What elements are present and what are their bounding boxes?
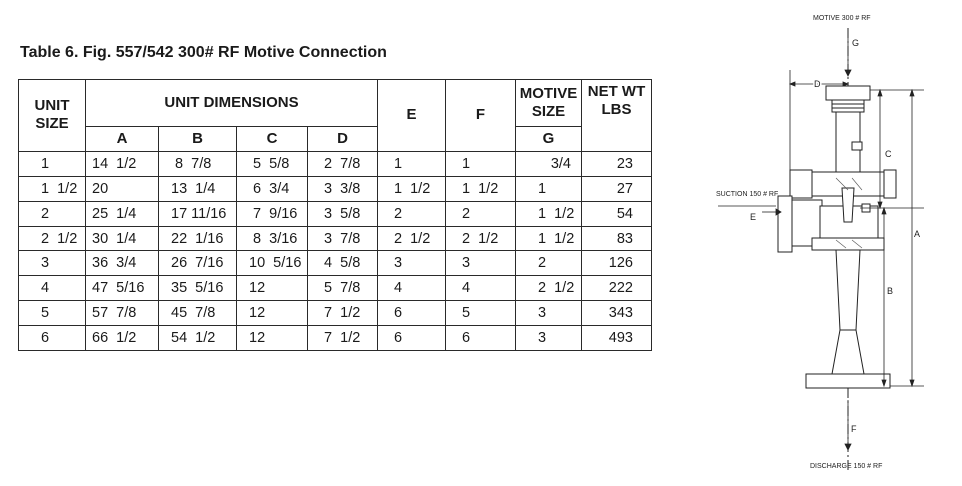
header-e: E: [378, 80, 446, 152]
cell-g: 3: [516, 301, 582, 326]
cell-d: 7 1/2: [308, 301, 378, 326]
cell-d: 2 7/8: [308, 151, 378, 176]
cell-f: 5: [446, 301, 516, 326]
table-row: [19, 251, 652, 276]
cell-f: 1: [446, 151, 516, 176]
cell-f: 1 1/2: [446, 176, 516, 201]
cell-a: 47 5/16: [86, 276, 159, 301]
cell-a: 66 1/2: [86, 326, 159, 351]
cell-g: 3: [516, 326, 582, 351]
cell-c: 12: [237, 276, 308, 301]
cell-g: 1 1/2: [516, 226, 582, 251]
cell-a: 57 7/8: [86, 301, 159, 326]
dim-letter-f: F: [851, 424, 857, 434]
cell-c: 8 3/16: [237, 226, 308, 251]
dimensions-table: [18, 79, 652, 351]
cell-size: 5: [19, 301, 86, 326]
suction-flange: [778, 196, 792, 252]
header-g: G: [516, 127, 582, 152]
cell-a: 20: [86, 176, 159, 201]
header-c: C: [237, 127, 308, 152]
cell-wt: 343: [582, 301, 652, 326]
motive-label: MOTIVE 300 # RF: [813, 15, 871, 22]
table-row: [19, 326, 652, 351]
dim-letter-a: A: [914, 229, 921, 239]
cell-size: 6: [19, 326, 86, 351]
cell-f: 6: [446, 326, 516, 351]
header-d: D: [308, 127, 378, 152]
cell-wt: 222: [582, 276, 652, 301]
cell-d: 5 7/8: [308, 276, 378, 301]
cell-e: 4: [378, 276, 446, 301]
cell-e: 2: [378, 201, 446, 226]
cell-g: 2: [516, 251, 582, 276]
cell-b: 13 1/4: [159, 176, 237, 201]
cell-f: 2 1/2: [446, 226, 516, 251]
cell-d: 3 5/8: [308, 201, 378, 226]
table-row: [19, 301, 652, 326]
header-unit-size: UNIT SIZE: [19, 80, 86, 152]
cell-g: 2 1/2: [516, 276, 582, 301]
diffuser-throat: [836, 250, 860, 330]
cell-a: 30 1/4: [86, 226, 159, 251]
cell-b: 45 7/8: [159, 301, 237, 326]
motive-flange: [826, 86, 870, 100]
table-row: [19, 226, 652, 251]
cell-size: 1 1/2: [19, 176, 86, 201]
cell-c: 12: [237, 326, 308, 351]
cell-g: 1 1/2: [516, 201, 582, 226]
header-motive-size: MOTIVE SIZE: [516, 80, 582, 127]
suction-label: SUCTION 150 # RF: [716, 191, 779, 198]
cell-b: 26 7/16: [159, 251, 237, 276]
cell-g: 3/4: [516, 151, 582, 176]
cell-e: 3: [378, 251, 446, 276]
header-net-wt-label: NET WT LBS: [587, 83, 646, 118]
cell-d: 3 3/8: [308, 176, 378, 201]
table-row: [19, 201, 652, 226]
table-row: [19, 151, 652, 176]
cell-wt: 493: [582, 326, 652, 351]
cell-size: 2 1/2: [19, 226, 86, 251]
cell-b: 22 1/16: [159, 226, 237, 251]
cell-f: 2: [446, 201, 516, 226]
cell-size: 3: [19, 251, 86, 276]
dim-letter-b: B: [887, 286, 894, 296]
table-row: [19, 276, 652, 301]
cell-e: 1 1/2: [378, 176, 446, 201]
header-unit-dimensions: UNIT DIMENSIONS: [86, 80, 378, 127]
header-f: F: [446, 80, 516, 152]
cell-size: 1: [19, 151, 86, 176]
cell-size: 2: [19, 201, 86, 226]
cell-d: 3 7/8: [308, 226, 378, 251]
cell-f: 3: [446, 251, 516, 276]
cell-wt: 126: [582, 251, 652, 276]
cell-e: 2 1/2: [378, 226, 446, 251]
cell-c: 10 5/16: [237, 251, 308, 276]
discharge-flange: [806, 374, 890, 388]
cell-e: 1: [378, 151, 446, 176]
dim-letter-d: D: [814, 79, 821, 89]
cell-f: 4: [446, 276, 516, 301]
cell-a: 36 3/4: [86, 251, 159, 276]
cell-b: 17 11/16: [159, 201, 237, 226]
cell-c: 6 3/4: [237, 176, 308, 201]
cell-e: 6: [378, 326, 446, 351]
cell-c: 12: [237, 301, 308, 326]
diffuser-cone: [832, 330, 864, 374]
cell-d: 4 5/8: [308, 251, 378, 276]
cell-b: 35 5/16: [159, 276, 237, 301]
dim-letter-c: C: [885, 149, 892, 159]
header-b: B: [159, 127, 237, 152]
cell-wt: 27: [582, 176, 652, 201]
cell-a: 14 1/2: [86, 151, 159, 176]
nozzle: [842, 188, 854, 222]
cell-wt: 54: [582, 201, 652, 226]
cell-b: 54 1/2: [159, 326, 237, 351]
eductor-drawing: [700, 0, 962, 486]
cell-c: 5 5/8: [237, 151, 308, 176]
cell-b: 8 7/8: [159, 151, 237, 176]
cell-wt: 83: [582, 226, 652, 251]
cell-size: 4: [19, 276, 86, 301]
table-row: [19, 176, 652, 201]
dim-letter-e: E: [750, 212, 757, 222]
cell-a: 25 1/4: [86, 201, 159, 226]
discharge-label: DISCHARGE 150 # RF: [810, 463, 883, 470]
header-a: A: [86, 127, 159, 152]
header-net-wt: [582, 80, 652, 152]
dim-letter-g: G: [852, 38, 860, 48]
cell-d: 7 1/2: [308, 326, 378, 351]
table-title: Table 6. Fig. 557/542 300# RF Motive Connection: [20, 44, 387, 61]
cell-c: 7 9/16: [237, 201, 308, 226]
cell-g: 1: [516, 176, 582, 201]
cell-e: 6: [378, 301, 446, 326]
cell-wt: 23: [582, 151, 652, 176]
